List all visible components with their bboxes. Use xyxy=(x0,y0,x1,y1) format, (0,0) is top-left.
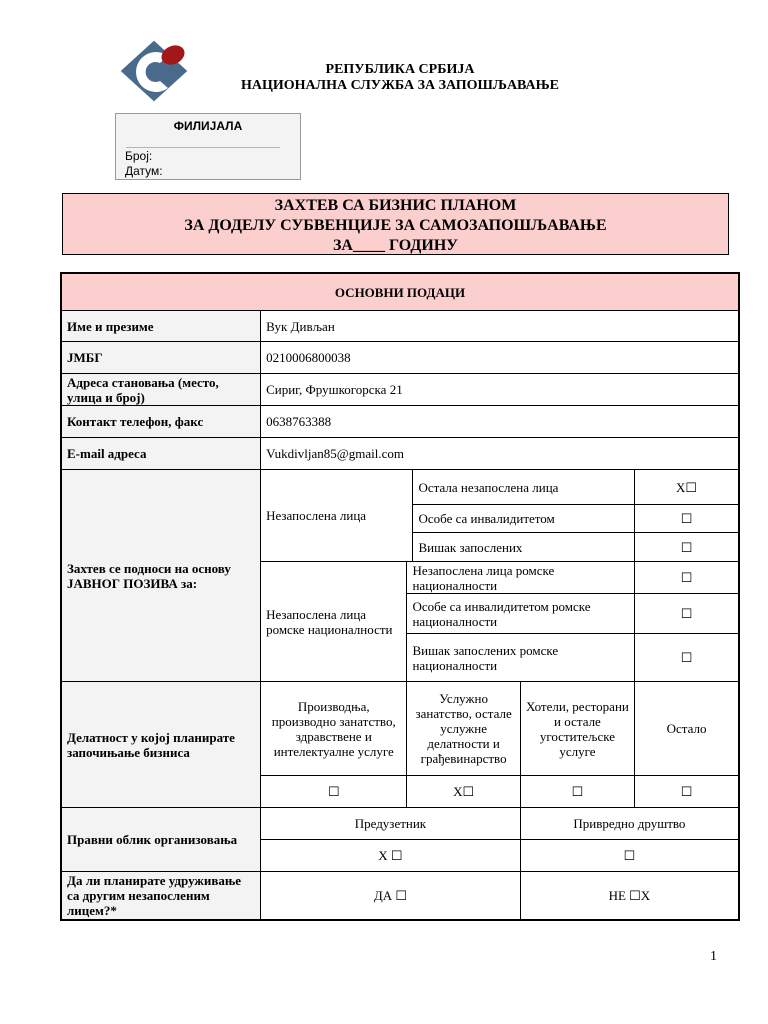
basis-group1-label: Незапослена лица xyxy=(261,470,413,562)
branch-number-label[interactable]: Број: xyxy=(125,149,153,163)
phone-label: Контакт телефон, факс xyxy=(61,406,261,438)
legal-form-option2-label: Привредно друштво xyxy=(520,808,739,840)
legal-form-label: Правни облик организовања xyxy=(61,808,261,872)
basis-g2-row1-label: Незапослена лица ромске националности xyxy=(407,562,635,594)
address-label: Адреса становања (место, улица и број) xyxy=(61,374,261,406)
basis-g2-row3-label: Вишак запослених ромске националности xyxy=(407,634,635,682)
section-title: ОСНОВНИ ПОДАЦИ xyxy=(61,273,739,311)
association-yes-checkbox[interactable]: ДА ☐ xyxy=(261,872,521,920)
basis-group2-label: Незапослена лица ромске националности xyxy=(261,562,407,682)
form-title xyxy=(62,193,729,255)
nsz-logo xyxy=(118,38,190,104)
legal-form-option1-checkbox[interactable]: X ☐ xyxy=(261,840,521,872)
basis-g1-row1-checkbox[interactable]: X☐ xyxy=(635,470,739,505)
activity-option1-checkbox[interactable]: ☐ xyxy=(261,776,407,808)
activity-label: Делатност у којој планирате започињање бизниса xyxy=(61,682,261,808)
activity-option4-label: Остало xyxy=(635,682,739,776)
basis-g2-row3-checkbox[interactable]: ☐ xyxy=(635,634,739,682)
branch-title: ФИЛИЈАЛА xyxy=(173,119,243,133)
branch-divider xyxy=(126,147,280,148)
activity-option1-label: Производња, производно занатство, здравствене и интелектуалне услуге xyxy=(261,682,407,776)
email-label: E-mail адреса xyxy=(61,438,261,470)
address-value[interactable]: Сириг, Фрушкогорска 21 xyxy=(261,374,739,406)
basis-g2-row2-label: Особе са инвалидитетом ромске националности xyxy=(407,594,635,634)
title-line-2: ЗА ДОДЕЛУ СУБВЕНЦИЈЕ ЗА САМОЗАПОШЉАВАЊЕ xyxy=(184,217,607,234)
association-no-checkbox[interactable]: НЕ ☐X xyxy=(520,872,739,920)
activity-option4-checkbox[interactable]: ☐ xyxy=(635,776,739,808)
basis-label: Захтев се подноси на основу ЈАВНОГ ПОЗИВА за: xyxy=(61,470,261,682)
basis-g1-row2-label: Особе са инвалидитетом xyxy=(413,505,635,533)
jmbg-value[interactable]: 0210006800038 xyxy=(261,342,739,374)
header-line-1: РЕПУБЛИКА СРБИЈА xyxy=(325,62,475,77)
email-value[interactable]: Vukdivljan85@gmail.com xyxy=(261,438,739,470)
jmbg-label: ЈМБГ xyxy=(61,342,261,374)
basis-g2-row2-checkbox[interactable]: ☐ xyxy=(635,594,739,634)
branch-box xyxy=(115,113,301,180)
title-line-1: ЗАХТЕВ СА БИЗНИС ПЛАНОМ xyxy=(274,197,517,214)
basis-g1-row1-label: Остала незапослена лица xyxy=(413,470,635,505)
name-value[interactable]: Вук Дивљан xyxy=(261,311,739,342)
legal-form-option2-checkbox[interactable]: ☐ xyxy=(520,840,739,872)
page-number: 1 xyxy=(710,949,717,964)
basis-g1-row3-label: Вишак запослених xyxy=(413,533,635,562)
activity-option2-label: Услужно занатство, остале услужне делатности и грађевинарство xyxy=(407,682,520,776)
header-line-2: НАЦИОНАЛНА СЛУЖБА ЗА ЗАПОШЉАВАЊЕ xyxy=(241,78,559,93)
activity-option3-label: Хотели, ресторани и остале угоститељске услуге xyxy=(520,682,634,776)
institution-header xyxy=(190,62,610,94)
branch-date-label[interactable]: Датум: xyxy=(125,164,163,178)
activity-option2-checkbox[interactable]: X☐ xyxy=(407,776,520,808)
legal-form-option1-label: Предузетник xyxy=(261,808,521,840)
name-label: Име и презиме xyxy=(61,311,261,342)
title-line-3: ЗА____ ГОДИНУ xyxy=(332,237,459,254)
basis-g2-row1-checkbox[interactable]: ☐ xyxy=(635,562,739,594)
phone-value[interactable]: 0638763388 xyxy=(261,406,739,438)
association-label: Да ли планирате удруживање са другим незапосленим лицем?* xyxy=(61,872,261,920)
activity-option3-checkbox[interactable]: ☐ xyxy=(520,776,634,808)
basis-g1-row3-checkbox[interactable]: ☐ xyxy=(635,533,739,562)
basic-data-table xyxy=(60,272,740,921)
basis-g1-row2-checkbox[interactable]: ☐ xyxy=(635,505,739,533)
